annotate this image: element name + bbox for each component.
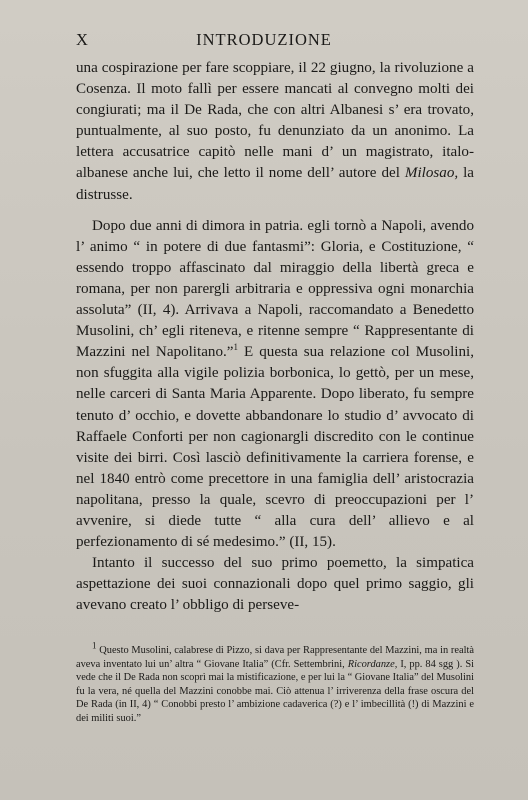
paragraph-1 [76, 58, 474, 206]
paragraph-2-text: Dopo due anni di dimora in patria. egli tornò a Napoli, avendo l’ animo “ in potere di due fantasmi”: Gloria, e Costituzione, “ essendo troppo affascinato dal miraggio della libertà greca e romana, per non parergli arbitraria e oppressiva ogni monarchia assoluta” (II, 4). Arrivava a Napoli, raccomandato a Benedetto Musolini, ch’ egli riteneva, e ritenne sempre “ Rappresentante di Mazzini nel Napolitano.” [76, 217, 474, 361]
footnote-text: Questo Musolini, calabrese di Pizzo, si dava per Rappresentante del Mazzini, ma in realtà aveva inventato lui un’ altra “ Giovane Italia” (Cfr. Settembrini, [76, 645, 474, 670]
paragraph-3 [76, 553, 474, 616]
running-header [76, 30, 452, 52]
footnote-reference: 1 [233, 342, 238, 353]
footnote-mark: 1 [92, 640, 97, 651]
footnote-1 [76, 640, 474, 725]
work-title-milosao: Milosao, [404, 165, 459, 182]
main-text [76, 58, 474, 616]
work-title-ricordanze: Ricordanze, [347, 658, 398, 670]
paragraph-2-end: E questa sua relazione col Musolini, non sfuggita alla vigile polizia borbonica, lo gettò, per un mese, nelle carceri di Santa Maria Apparente. Dopo liberato, fu sempre tenuto d’ occhio, e dovette abbandonare lo studio d’ avvocato di Raffaele Conforti per non cagionargli discredito con le continue visite dei birri. Così lasciò definitivamente la carriera forense, e nel 1840 entrò come precettore in una famiglia dell’ aristocrazia napolitana, presso la quale, scevro di preoccupazioni per l’ avvenire, si diede tutte “ alla cura dell’ allievo e al perfezionamento di sé medesimo.” (II, 15). [76, 344, 474, 551]
paragraph-1-text: una cospirazione per fare scoppiare, il 22 giugno, la rivoluzione a Cosenza. Il moto fallì per essere mancati al convegno molti dei congiurati; ma il De Rada, che con altri Albanesi s’ era trovato, puntualmente, al suo posto, fu denunziato da un anonimo. La lettera accusatrice capitò nelle mani d’ un magistrato, italo-albanese anche lui, che letto il nome dell’ autore del [76, 60, 474, 182]
paragraph-3-text: Intanto il successo del suo primo poemetto, la simpatica aspettazione dei suoi connazionali dopo quel primo saggio, gli avevano creato l’ obbligo di perseve- [76, 555, 474, 614]
running-title: INTRODUZIONE [196, 30, 332, 49]
footnotes [76, 640, 474, 725]
footnote-text-end: I, pp. 84 sgg ). Si vede che il De Rada non scoprì mai la mistificazione, e per lui la “ Giovane Italia” del Musolini fu la vera, né quella del Mazzini conobbe mai. Ciò attenua l’ irriverenza della frase oscura del De Rada (in II, 4) “ Conobbi presto l’ ambizione cadaverica (?) e l’ imbecillità (!) di Mazzini e dei militi suoi.” [76, 658, 474, 724]
paragraph-2 [76, 216, 474, 554]
page-number: X [76, 30, 89, 49]
paragraph-1-end: la distrusse. [76, 165, 474, 203]
